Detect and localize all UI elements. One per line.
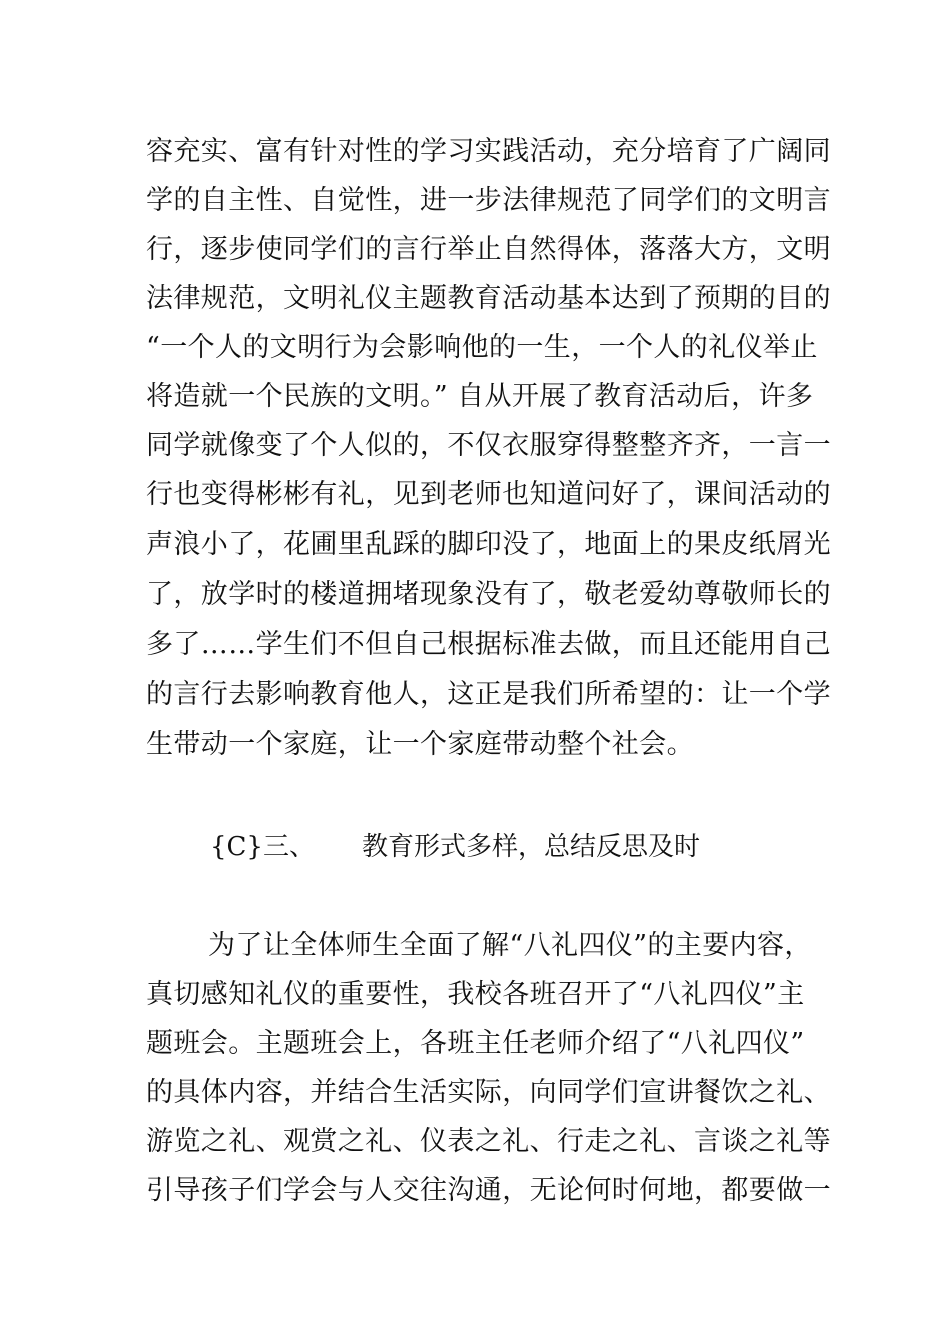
body-text-line: 将造就一个民族的文明。” 自从开展了教育活动后，许多 <box>146 381 814 412</box>
body-text-line: 容充实、富有针对性的学习实践活动，充分培育了广阔同 <box>146 136 831 167</box>
body-text-line: 题班会。主题班会上，各班主任老师介绍了“八礼四仪” <box>146 1028 805 1059</box>
section-heading-marker: {C}三、 <box>210 832 315 862</box>
body-text-line: 声浪小了，花圃里乱踩的脚印没了，地面上的果皮纸屑光 <box>146 529 831 560</box>
body-text-line: “一个人的文明行为会影响他的一生，一个人的礼仪举止 <box>146 332 818 363</box>
body-text-line: 为了让全体师生全面了解“八礼四仪”的主要内容， <box>208 930 812 961</box>
body-text-line: 游览之礼、观赏之礼、仪表之礼、行走之礼、言谈之礼等 <box>146 1126 831 1157</box>
body-text-line: 行，逐步使同学们的言行举止自然得体，落落大方，文明 <box>146 234 831 265</box>
body-text-line: 生带动一个家庭，让一个家庭带动整个社会。 <box>146 729 694 760</box>
body-text-line: 的具体内容，并结合生活实际，向同学们宣讲餐饮之礼、 <box>146 1077 831 1108</box>
body-text-line: 法律规范，文明礼仪主题教育活动基本达到了预期的目的 <box>146 283 831 314</box>
body-text-line: 多了……学生们不但自己根据标准去做，而且还能用自己 <box>146 629 831 660</box>
body-text-line: 学的自主性、自觉性，进一步法律规范了同学们的文明言 <box>146 185 831 216</box>
body-text-line: 同学就像变了个人似的，不仅衣服穿得整整齐齐，一言一 <box>146 430 831 461</box>
body-text-line: 行也变得彬彬有礼，见到老师也知道问好了，课间活动的 <box>146 479 831 510</box>
section-heading-title: 教育形式多样，总结反思及时 <box>362 832 701 862</box>
body-text-line: 了，放学时的楼道拥堵现象没有了，敬老爱幼尊敬师长的 <box>146 579 831 610</box>
body-text-line: 的言行去影响教育他人，这正是我们所希望的：让一个学 <box>146 679 831 710</box>
body-text-line: 引导孩子们学会与人交往沟通，无论何时何地，都要做一 <box>146 1175 831 1206</box>
body-text-line: 真切感知礼仪的重要性，我校各班召开了“八礼四仪”主 <box>146 979 805 1010</box>
